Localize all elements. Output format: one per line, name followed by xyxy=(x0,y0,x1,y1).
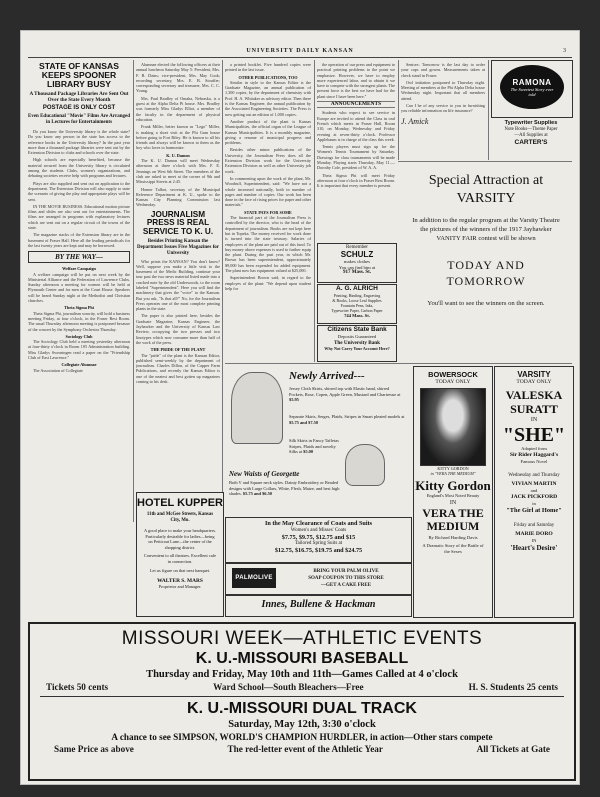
announcement: Seniors: Tomorrow is the last day to order your caps and gowns. Measurements taken at check stand in Fraser. xyxy=(401,62,485,78)
hotel-address: 11th and McGee Streets, Kansas City, Mo. xyxy=(146,512,214,523)
top-rule xyxy=(28,57,572,58)
georgette-heading: New Waists of Georgette xyxy=(229,470,300,478)
schulz-address: 917 Mass. St. xyxy=(342,270,372,275)
story-paragraph: Homer Talbot, secretary of the Municipal Reference Department at K. U., spoke to the Kansas City Planning Commission last Wednesday. xyxy=(136,186,220,208)
carters-name: CARTER'S xyxy=(514,139,548,146)
clearance-ad xyxy=(225,517,412,563)
story-paragraph: Superintendent Brown said, in regard to the employes of the plant: "We depend upon student help for xyxy=(225,275,311,291)
ramona-logo xyxy=(500,65,564,109)
item-heading: Sociology Club xyxy=(65,333,93,339)
in-label: in xyxy=(532,501,536,506)
hotel-owner-title: Proprietor and Manager. xyxy=(158,584,202,590)
story-subhead: Besides Printing Kansan the Department Issues Five Magazines for University xyxy=(137,238,219,256)
bank-line: The University Bank xyxy=(333,339,381,346)
bank-line: Why Not Carry Your Account Here? xyxy=(324,346,390,351)
clearance-line: Tailored Spring Suits at xyxy=(294,541,343,546)
showing: TODAY ONLY xyxy=(435,379,471,385)
announcement: Students who expect to see service in Europe are invited to attend the Class in oral French which meets in Fraser Hall, Room 310, on Monday, Wednesday and Friday evening at seven-thirty o'clock. Professor Applebaum is in charge of the class this week. xyxy=(317,110,395,142)
palmolive-ad xyxy=(225,563,412,595)
story-paragraph: Plays are also supplied and sent out on application to the department. The Extension Division will also supply to state the scenario of giving the play and appropriate plays will be sent. xyxy=(28,180,130,202)
baseball-heading: K. U.-MISSOURI BASEBALL xyxy=(195,650,409,667)
star-description: England's Most Noted Beauty xyxy=(426,493,480,498)
signature: J. Amick xyxy=(401,116,429,126)
in-label: IN xyxy=(449,500,457,506)
column-5 xyxy=(401,62,485,158)
story-subhead: A Thousand Package Libraries Are Sent Out Over the State Every Month xyxy=(29,91,129,103)
story-paragraph: High schools are especially benefited, because the material secured from the University library is circulated among the students. Clubs, women's organizations, and debating societies receive help with programs and lectures. xyxy=(28,157,130,179)
citizens-bank-ad xyxy=(317,325,397,362)
bottom-row xyxy=(54,743,550,755)
item-paragraph: A welfare campaign will be put on next week by the Ministerial Alliance and the Federation of Lawrence Clubs. Sunday afternoon a meeting for women will be held at Plymouth Center and for men at the Court House. Speakers will be heard Sunday night at the Methodist and Christian churches. xyxy=(28,271,130,304)
varsity-she-ad xyxy=(494,366,574,618)
announcement: Tennis players must sign up for the Women's Tennis Tournament by Saturday. Drawings for class tournaments will be made Monday. Playing starts Thursday, May 11.—Dorothy Cole, president of W. A. A. xyxy=(317,144,395,171)
story-paragraph: The financial part of the Journalism Press is controlled by the director, who is the head of the department of journalism. Books are not kept here but in Topeka. The money received for work done is turned into the state treasury. Salaries of employees of the plant are paid out of this fund. To buy money above expenses is used to further equip the plant. During the past year, in which Mr. Brown has been superintendent, approximately $9,000 has been expended for added equipment. The plant now has equipment valued at $25,000. xyxy=(225,215,311,273)
ramona-tagline: The Sweetest Story ever told xyxy=(510,86,554,97)
feature-title: "SHE" xyxy=(502,424,566,446)
midweek-star: VIVIAN MARTIN xyxy=(511,481,557,487)
item-heading: STATE PAYS FOR SOME xyxy=(244,209,292,215)
item-heading: Theta Sigma Phi xyxy=(64,305,94,311)
waist-illustration xyxy=(345,444,385,486)
item-paragraph: Theta Sigma Phi, journalism sorority, will hold a business meeting Friday, at four o'clock, in the Fraser Rest Room. The usual Thursday afternoon meeting is postponed because of the concert by the Symphony Orchestra Thursday. xyxy=(28,310,130,332)
column-rule xyxy=(222,60,223,522)
schulz-line: You can find him at xyxy=(338,264,376,270)
weekend-days: Friday and Saturday xyxy=(513,523,555,528)
banner-title: MISSOURI WEEK—ATHLETIC EVENTS xyxy=(121,628,483,649)
announcement: Owl initiation postponed to Thursday night. Meeting of members at the Phi Alpha Delta house Wednesday night. Important that all members attend. xyxy=(401,79,485,101)
item-price: $5.75 and $7.50 xyxy=(289,419,319,425)
bottom-text: All Tickets at Gate xyxy=(476,744,550,754)
schulz-line: makes clothes xyxy=(344,259,370,264)
newspaper-page xyxy=(20,30,580,785)
bowersock-ad xyxy=(413,366,493,618)
carters-ad xyxy=(491,120,571,158)
schulz-line: Remember xyxy=(346,245,368,250)
story-paragraph: The paper is also printed here, besides the Graduate Magazine, Kansas Engineer, the Jayhawker and the University of Kansas Law Review, occupying the two presses and two linotypes which now consume more than half of the work of the press. xyxy=(136,313,220,345)
story-paragraph: Another product of the plant is Kansas Municipalities, the official organ of the League of Kansas Municipalities. It is a monthly magazine, giving a resume of municipal progress and problems. xyxy=(225,118,311,146)
hotel-owner: WALTER S. MARS xyxy=(157,578,203,585)
feature-author: By Richard Harding Davis xyxy=(428,535,478,540)
story-paragraph: Do you know the University library is the whole state? Do you know any person in the state has access to the reference books in the University library? In the past year more than a thousand package libraries were sent out by the Extension Division to clubs and schools over the state. xyxy=(28,129,130,156)
clearance-prices: $7.75, $9.75, $12.75 and $15 xyxy=(281,534,356,541)
item-price: $5.00 xyxy=(303,449,314,455)
alrich-line: Typewriter Paper, Carbon Paper xyxy=(331,308,383,313)
star-portrait xyxy=(420,388,486,466)
palmolive-soap-icon: PALMOLIVE xyxy=(232,568,276,588)
alrich-line: & Books, Loose Leaf Supplies xyxy=(332,298,382,303)
ticket-row xyxy=(46,681,558,693)
section-rule xyxy=(225,363,572,364)
portrait-caption: KITTY GORDON xyxy=(437,466,469,471)
bank-name: Citizens State Bank xyxy=(327,326,387,333)
story-paragraph: Similar in style to the Kansas Editor is the Graduate Magazine, an annual publication of 1,300 copies, by the department of chemistry with Prof. H. A. Whitaker as advisory editor. Then there is the Kansas Engineer, the annual publication by the Associated Engineering Societies. The Press is now getting out an edition of 1,000 copies. xyxy=(225,79,311,117)
carters-line: —All Supplies at xyxy=(514,133,548,138)
column-rule xyxy=(314,60,315,362)
column-rule xyxy=(488,60,489,160)
bottom-text: Same Price as above xyxy=(54,744,134,754)
story-paragraph: IN THE MOVIE BUSINESS. Educational motion picture films and slides are also sent out for entertainments. The films are arranged in programs with explanatory lectures which are sent out on a regular circuit of the towns of the state. xyxy=(28,203,130,231)
ticket-price: H. S. Students 25 cents xyxy=(468,682,558,692)
theatre-name: VARSITY xyxy=(517,370,551,379)
story-paragraph: the operation of our press and equipment to practical printing problems to the point we emphasize. However, we have to employ more experienced labor, and to obtain it we have to compete with the strongest plants. The present force is the best we have had for the plant since I have been here." xyxy=(317,62,395,99)
announcement: Theta Sigma Phi will meet Friday afternoon at four o'clock in Fraser Rest Room. It is important that every member is present. xyxy=(317,172,395,189)
carters-line: Note Books—Theme Paper xyxy=(504,127,558,132)
item-paragraph: The Sociology Club held a meeting yesterday afternoon at four-thirty o'clock in Room 105 Administration building. Miss Gladys Swearingen read a paper on the "Friendship Club of East Lawrence." xyxy=(28,339,130,360)
track-description: A chance to see SIMPSON, WORLD'S CHAMPION HURDLER, in action—Other stars compete xyxy=(111,732,493,742)
column-1 xyxy=(28,62,130,522)
feature-title: VERA THE MEDIUM xyxy=(422,506,484,533)
bank-line: Deposits Guaranteed xyxy=(337,334,377,339)
novel-label: Famous Novel xyxy=(520,459,548,464)
midweek-star: JACK PICKFORD xyxy=(510,494,558,500)
item-description: Jersey Cloth Skirts, shirred top with Elastic band, shirred Pockets, Rose, Copen, Apple Green, Mustard and Chartreuse at xyxy=(289,386,401,397)
announcement: Can I be of any service to you in furnishing you reliable information on life insurance? xyxy=(401,103,485,114)
skirt-illustration xyxy=(231,372,283,444)
palmolive-line: SOAP COUPON TO THIS STORE xyxy=(308,576,384,581)
store-name: Innes, Bullene & Hackman xyxy=(261,599,376,610)
adapted-label: Adapted from xyxy=(521,446,547,451)
showing: TODAY ONLY xyxy=(516,379,552,385)
item-heading: Welfare Campaign xyxy=(62,266,96,272)
story-paragraph: Who prints the KANSAN? You don't know? Well, suppose you make a little visit to the basement of the Medic Building, continue your tour past the two news material listed made into a cracked note by the old Underwoods, to the room labeled "Superintendent". Here you will find the machinery that gives the "voice" to the Kansan. But you ask, "Is that all?" No, for the Journalism Press operates one of the most complete printing plants in the state. xyxy=(136,258,220,312)
alrich-name: A. G. ALRICH xyxy=(336,285,378,292)
alrich-ad xyxy=(317,284,397,324)
star-name: VALESKA SURATT xyxy=(505,388,563,416)
item-paragraph: The Association of Collegiate xyxy=(33,367,83,373)
schulz-name: SCHULZ xyxy=(340,250,374,259)
newly-arrived-ad xyxy=(225,366,410,516)
item-heading: Collegiate Alumnae xyxy=(61,362,97,368)
story-paragraph: Besides other minor publications of the University, the Journalism Press does all the Extension Division work for the University Extension Division as well as other University job work. xyxy=(225,147,311,174)
story-paragraph: Frank Miller, better known as "Lego" Miller, is making a short visit at the Phi Gam house before going to Fort Riley. He is known to all his friends and always will be known to them as the boy who loves to harmonize. xyxy=(136,124,220,151)
item-heading: OTHER PUBLICATIONS, TOO xyxy=(238,74,298,80)
store-signature xyxy=(225,595,412,617)
varsity-special-ad xyxy=(401,164,571,362)
column-2 xyxy=(136,62,220,522)
in-label: IN xyxy=(531,538,537,543)
story-paragraph: a printed booklet. Five hundred copies were printed in the last issue. xyxy=(225,62,311,73)
item-paragraph: The K. U. Damon will meet Wednesday afternoon at three o'clock with Mrs. F. E. Jennings on West 6th Street. The members of the club are asked to meet at the corner of 9th and Mississippi Streets at 2:45. xyxy=(136,158,220,185)
weekend-star: MARIE DORO xyxy=(515,531,553,537)
alrich-line: Printing, Binding, Engraving xyxy=(333,293,381,298)
star-name: Kitty Gordon xyxy=(415,478,491,493)
newly-headline: Newly Arrived--- xyxy=(289,370,365,382)
story-paragraph: In commenting upon the work of the plant, Mr. Woodruff, Superintendent, said: "We have not a whole increased nationally, both in number of pages and number of copies. Our work has been done in the face of rising prices for paper and other materials." xyxy=(225,175,311,208)
column-rule xyxy=(133,60,134,522)
theatre-name: BOWERSOCK xyxy=(428,370,478,379)
feature-description: A Dramatic Story of the Battle of the Sexes xyxy=(422,543,484,554)
newly-item xyxy=(289,414,405,425)
track-date: Saturday, May 12th, 3:30 o'clock xyxy=(228,719,376,730)
story-headline: STATE OF KANSAS KEEPS SPOONER LIBRARY BUSY xyxy=(39,62,119,89)
item-description: Silk Skirts in Fancy Taffetas Stripes, Plaids and novelty Silks at xyxy=(289,438,339,455)
and-label: and xyxy=(530,488,538,493)
newly-item xyxy=(289,438,341,455)
midweek-title: "The Girl at Home" xyxy=(506,507,562,514)
palmolive-line: BRING YOUR PALM OLIVE xyxy=(313,569,379,574)
column-4 xyxy=(317,62,395,242)
column-rule xyxy=(398,60,399,160)
varsity-headline: Special Attraction at VARSITY xyxy=(428,173,544,206)
hotel-body: A good place to make your headquarters. Particularly desirable for ladies—being on Petticoat Lane—the center of the shopping district. xyxy=(143,528,217,550)
ramona-name: RAMONA xyxy=(512,77,552,87)
feature-author: Sir Rider Haggard's xyxy=(509,452,559,458)
track-heading: K. U.-MISSOURI DUAL TRACK xyxy=(187,700,417,717)
masthead: UNIVERSITY DAILY KANSAN xyxy=(246,48,354,54)
baseball-dates: Thursday and Friday, May 10th and 11th—Games Called at 4 o'clock xyxy=(146,669,458,680)
in-label: IN xyxy=(530,417,538,423)
carters-line: Typewriter Supplies xyxy=(504,120,558,126)
clearance-prices: $12.75, $16.75, $19.75 and $24.75 xyxy=(274,547,363,554)
item-heading: K. U. Damon xyxy=(166,152,190,158)
item-price: $5.95 xyxy=(289,397,299,403)
section-header: BY THE WAY— xyxy=(28,251,130,263)
story-subhead: POSTAGE IS ONLY COST xyxy=(42,105,116,111)
story-subhead: Even Educational "Movie" Films Are Arranged in Lectures for Entertainments xyxy=(28,114,130,125)
hotel-kupper-ad xyxy=(136,492,224,617)
alrich-line: Fountain Pens, Inks, xyxy=(340,303,374,308)
ticket-price: Tickets 50 cents xyxy=(46,682,109,692)
hotel-name: HOTEL KUPPER xyxy=(137,497,223,509)
clearance-line: Women's and Misses' Coats xyxy=(290,528,347,533)
item-description: Both V and Square neck styles. Dainty Embroidery or Beaded designs with Large Collars, White, Flesh, Maize, and best high shades. xyxy=(229,480,340,497)
story-paragraph: Alumnae elected the following officers at their annual luncheon Saturday May 5: President, Mrs. F. B. Dains; vice-president, Mrs. May Cook; recording secretary, Mrs. E. B. Stouffer; corresponding secretary and treasurer, Mrs. C. C. Young. xyxy=(136,62,220,94)
announcements-header: ANNOUNCEMENTS xyxy=(317,101,395,108)
item-price: $5.75 and $6.50 xyxy=(242,491,272,497)
varsity-body: In addition to the regular program at the Varsity Theatre the pictures of the winners of the 1917 Jayhawker VANITY FAIR contest will be shown xyxy=(412,217,560,242)
athletic-events-banner xyxy=(28,622,576,781)
palmolive-line: —GET A CAKE FREE xyxy=(320,583,372,588)
story-headline: JOURNALISM PRESS IS REAL SERVICE TO K. U. xyxy=(142,209,214,236)
story-paragraph: The magazine stacks of the Extension library are in the basement of Fraser Hall. Here all the leading periodicals for the last twenty years are kept and may be borrowed. xyxy=(28,232,130,248)
weekend-title: 'Heart's Desire' xyxy=(510,544,558,552)
newly-item xyxy=(289,386,405,403)
bottom-text: The red-letter event of the Athletic Year xyxy=(227,744,383,754)
story-paragraph: The "pride" of the plant is the Kansan Editor, published semi-weekly by the department of journalism. Charles Dillon, of the Capper Farm Publications, and recently the Kansas Editor is one of the neatest and best gotten up magazines coming to his desk. xyxy=(136,352,220,385)
hotel-body: Let us figure on that next banquet. xyxy=(149,567,211,573)
column-3 xyxy=(225,62,311,362)
item-description: Separate Skirts, Serges, Plaids, Stripes in Smart pleated models at xyxy=(289,414,405,419)
hotel-body: Convenient to all theatres. Excellent cafe in connection. xyxy=(143,553,217,564)
story-paragraph: Mrs. Paul Bradley of Omaha, Nebraska, is a guest at the Alpha Delta Pi house. Mrs. Bradley was formerly Miss Gladys Elliot, a member of the faculty in the department of physical education. xyxy=(136,95,220,122)
schulz-ad xyxy=(317,243,397,283)
ramona-ad xyxy=(491,60,573,118)
item-heading: THE PRIDE OF THE PLANT xyxy=(150,347,206,353)
varsity-tagline: You'll want to see the winners on the screen. xyxy=(427,300,545,307)
varsity-days: TODAY AND TOMORROW xyxy=(446,258,526,288)
palmolive-text xyxy=(284,568,408,589)
georgette-body xyxy=(229,480,341,497)
alrich-address: 744 Mass. St. xyxy=(344,313,370,318)
section-rule xyxy=(398,161,572,162)
page-number: 3 xyxy=(563,48,566,54)
clearance-headline: In the May Clearance of Coats and Suits xyxy=(264,520,373,527)
banner-divider xyxy=(40,696,564,697)
portrait-caption: in "VERA THE MEDIUM" xyxy=(430,471,476,476)
ticket-price: Ward School—South Bleachers—Free xyxy=(213,682,364,692)
midweek-days: Wednesday and Thursday xyxy=(508,473,560,478)
